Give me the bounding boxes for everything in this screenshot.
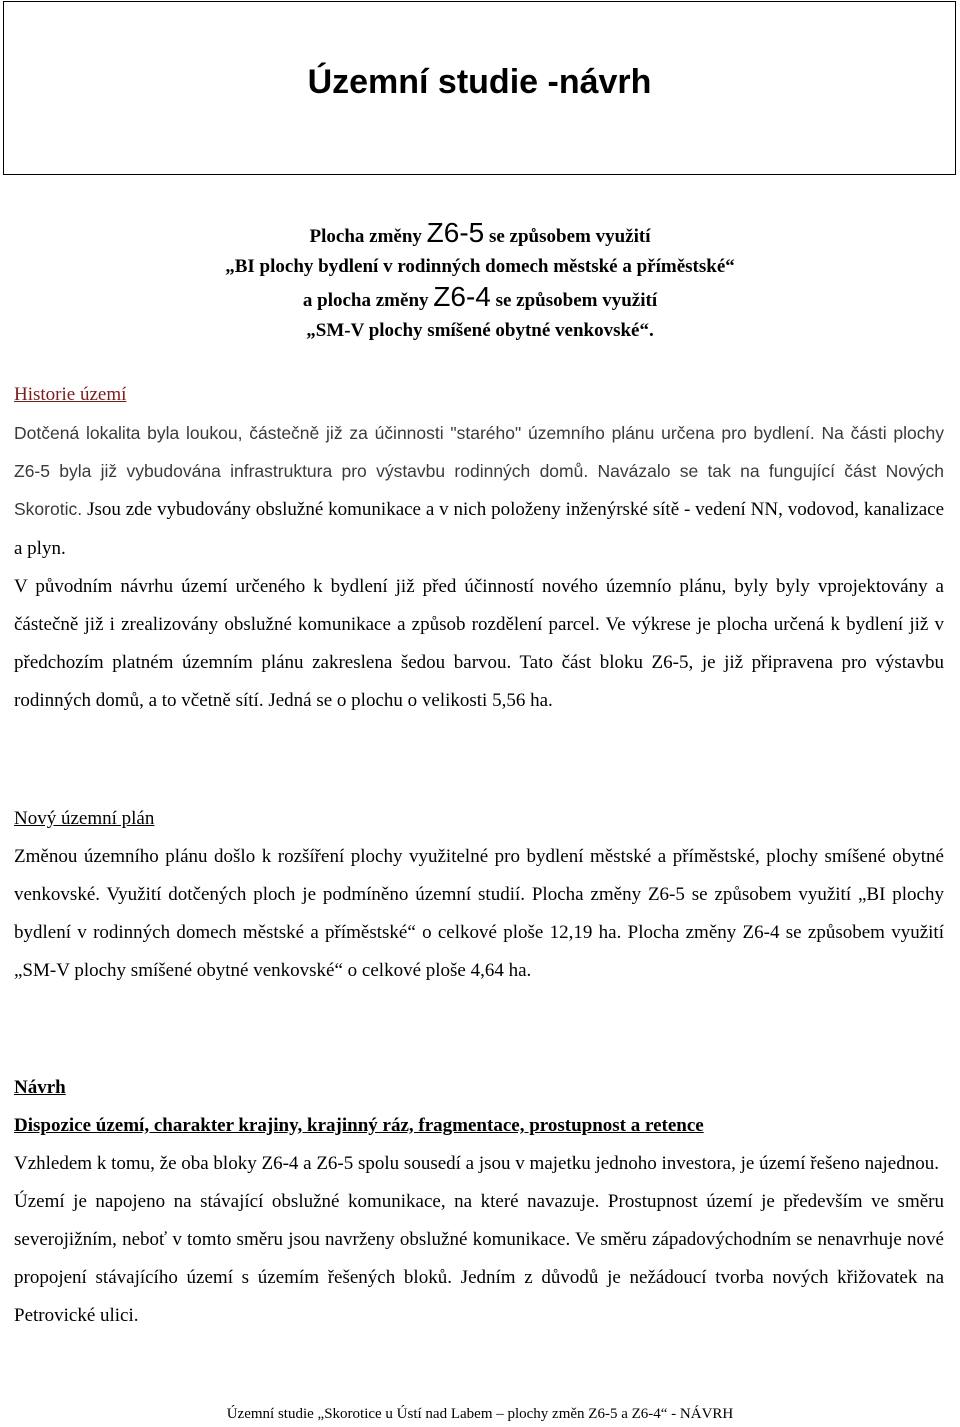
proposal-paragraph-1: Vzhledem k tomu, že oba bloky Z6-4 a Z6-5 spolu sousedí a jsou v majetku jednoho investora, je území řešeno najednou. [14,1153,939,1174]
history-section [14,376,944,720]
subtitle-block [0,218,960,346]
history-paragraph-1: Dotčená lokalita byla loukou, částečně již za účinnosti "starého" územního plánu určena pro bydlení. Na části plochy Z6-5 byla již vybudována infrastruktura pro výstavbu rodinných domů. Navázalo se tak na fungující část Nových Skorotic. Jsou zde vybudovány obslužné komunikace a v nich položeny inženýrské sítě - vedení NN, vodovod, kanalizace a plyn. [14,423,944,559]
new-plan-heading: Nový územní plán [14,808,155,829]
zone-code-z6-4: Z6-4 [433,281,491,312]
page-title: Územní studie -návrh [307,63,652,101]
proposal-subheading: Dispozice území, charakter krajiny, krajinný ráz, fragmentace, prostupnost a retence [14,1115,704,1136]
zone-code-z6-5: Z6-5 [426,217,485,248]
history-heading: Historie území [14,384,127,405]
proposal-paragraph-2: Území je napojeno na stávající obslužné komunikace, na které navazuje. Prostupnost území je především ve směru severojižním, neboť v tomto směru jsou navrženy obslužné komunikace. Ve směru západovýchodním se nenavrhuje nové propojení stávajícího území s územím řešených bloků. Jedním z důvodů je nežádoucí tvorba nových křižovatek na Petrovické ulici. [14,1191,944,1326]
new-plan-paragraph: Změnou územního plánu došlo k rozšíření plochy využitelné pro bydlení městské a příměstské, plochy smíšené obytné venkovské. Využití dotčených ploch je podmíněno územní studií. Plocha změny Z6-5 se způsobem využití „BI plochy bydlení v rodinných domech městské a příměstské“ o celkové ploše 12,19 ha. Plocha změny Z6-4 se způsobem využití „SM-V plochy smíšené obytné venkovské“ o celkové ploše 4,64 ha. [14,846,944,981]
history-paragraph-2: V původním návrhu území určeného k bydlení již před účinností nového územnío plánu, byly byly vprojektovány a částečně již i zrealizovány obslužné komunikace a způsob rozdělení parcel. Ve výkrese je plocha určená k bydlení již v předchozím platném územním plánu zakreslena šedou barvou. Tato část bloku Z6-5, je již připravena pro výstavbu rodinných domů, a to včetně sítí. Jedná se o plochu o velikosti 5,56 ha. [14,576,944,711]
title-box [3,1,956,175]
subtitle-line-1: Plocha změny Z6-5 se způsobem využití [309,217,651,248]
subtitle-line-4: „SM-V plochy smíšené obytné venkovské“. [306,320,654,341]
page-footer: Územní studie „Skorotice u Ústí nad Labem – plochy změn Z6-5 a Z6-4“ - NÁVRH [226,1406,734,1422]
proposal-section [14,1069,944,1335]
subtitle-line-2: „BI plochy bydlení v rodinných domech městské a příměstské“ [225,256,735,277]
new-plan-section [14,800,944,990]
proposal-heading: Návrh [14,1077,66,1098]
subtitle-line-3: a plocha změny Z6-4 se způsobem využití [302,281,658,312]
